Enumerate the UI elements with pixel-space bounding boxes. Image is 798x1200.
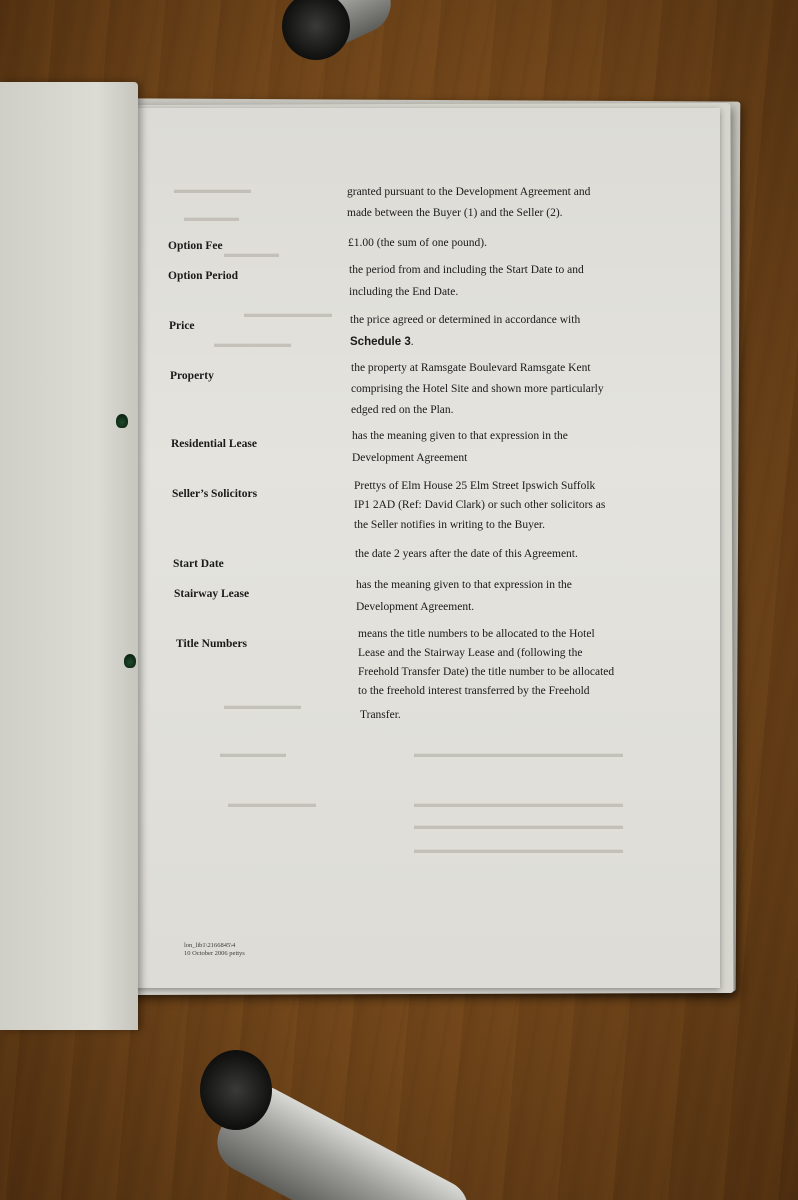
show-through-text: ▬▬▬▬▬▬▬▬▬▬▬▬▬▬▬▬▬▬▬: [414, 844, 623, 856]
definition-stairway-lease: Development Agreement.: [356, 601, 475, 613]
show-through-text: ▬▬▬▬▬▬▬▬▬▬▬▬▬▬▬▬▬▬▬: [414, 798, 623, 810]
term-title-numbers: Title Numbers: [176, 638, 248, 650]
punch-hole: [124, 654, 136, 668]
term-sellers-solicitors: Seller’s Solicitors: [172, 488, 258, 500]
definition-property: edged red on the Plan.: [351, 404, 454, 416]
definition-option-fee: £1.00 (the sum of one pound).: [348, 237, 487, 249]
show-through-text: ▬▬▬▬▬▬▬: [214, 338, 291, 350]
definition-title-numbers: Freehold Transfer Date) the title number to be allocated: [358, 666, 615, 678]
show-through-text: ▬▬▬▬▬: [184, 212, 239, 224]
intro-line: granted pursuant to the Development Agreement and: [347, 186, 591, 198]
schedule-reference: Schedule 3: [350, 336, 411, 348]
intro-line: made between the Buyer (1) and the Seller (2).: [347, 207, 563, 219]
definition-property: comprising the Hotel Site and shown more particularly: [351, 383, 604, 395]
definition-title-numbers: Lease and the Stairway Lease and (following the: [358, 647, 583, 659]
definition-sellers-solicitors: IP1 2AD (Ref: David Clark) or such other solicitors as: [354, 499, 606, 511]
price-period: .: [410, 336, 414, 348]
definition-price-reference: [350, 332, 414, 352]
punch-hole: [116, 414, 128, 428]
definition-residential-lease: has the meaning given to that expression in the: [352, 430, 568, 442]
show-through-text: ▬▬▬▬▬▬▬: [224, 700, 301, 712]
bottom-pen-cap: [200, 1050, 272, 1130]
definition-option-period: including the End Date.: [349, 286, 459, 298]
top-pen-cap: [282, 0, 350, 60]
definition-option-period: the period from and including the Start Date to and: [349, 264, 584, 276]
definition-price: the price agreed or determined in accordance with: [350, 314, 581, 326]
term-option-period: Option Period: [168, 270, 238, 282]
definition-stairway-lease: has the meaning given to that expression in the: [356, 579, 572, 591]
definition-title-numbers: to the freehold interest transferred by the Freehold: [358, 685, 590, 697]
facing-page-edge: [0, 82, 138, 1030]
definition-title-numbers: Transfer.: [360, 709, 401, 721]
show-through-text: ▬▬▬▬▬▬▬: [174, 184, 251, 196]
document-footer: [184, 942, 245, 958]
definition-residential-lease: Development Agreement: [352, 452, 468, 464]
term-residential-lease: Residential Lease: [171, 438, 257, 450]
definition-start-date: the date 2 years after the date of this Agreement.: [355, 548, 578, 560]
term-stairway-lease: Stairway Lease: [174, 588, 250, 600]
term-option-fee: Option Fee: [168, 240, 223, 252]
term-property: Property: [170, 370, 214, 382]
footer-reference: lon_lib1\2166845\4: [184, 942, 236, 949]
show-through-text: ▬▬▬▬▬▬▬▬: [228, 798, 316, 810]
definition-sellers-solicitors: Prettys of Elm House 25 Elm Street Ipswich Suffolk: [354, 480, 596, 492]
show-through-text: ▬▬▬▬▬▬: [220, 748, 286, 760]
show-through-text: ▬▬▬▬▬▬▬▬: [244, 308, 332, 320]
show-through-text: ▬▬▬▬▬▬▬▬▬▬▬▬▬▬▬▬▬▬▬: [414, 748, 623, 760]
definition-title-numbers: means the title numbers to be allocated to the Hotel: [358, 628, 595, 640]
show-through-text: ▬▬▬▬▬▬▬▬▬▬▬▬▬▬▬▬▬▬▬: [414, 820, 623, 832]
definition-sellers-solicitors: the Seller notifies in writing to the Buyer.: [354, 519, 545, 531]
show-through-text: ▬▬▬▬▬: [224, 248, 279, 260]
definition-property: the property at Ramsgate Boulevard Ramsgate Kent: [351, 362, 591, 374]
term-price: Price: [169, 320, 195, 332]
term-start-date: Start Date: [173, 558, 224, 570]
footer-date: 10 October 2006 pettys: [184, 950, 245, 957]
